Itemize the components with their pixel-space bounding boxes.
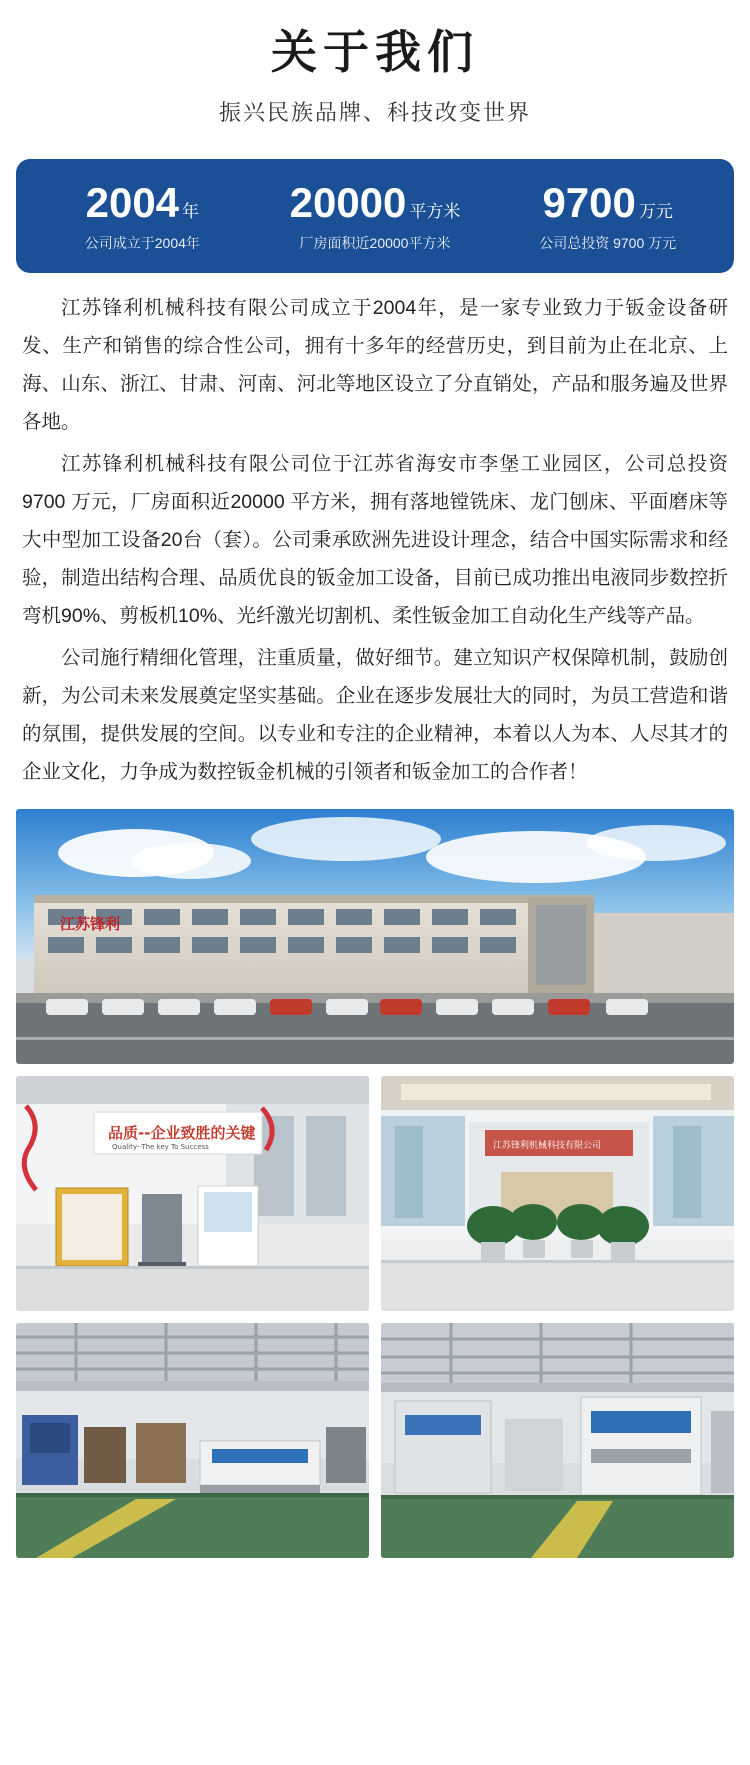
stat-value-row [30, 178, 255, 226]
photo-reception-hall [381, 1076, 734, 1311]
stats-band [16, 159, 734, 273]
stat-number: 9700 [542, 178, 636, 226]
stat-caption: 厂房面积近20000平方米 [299, 234, 451, 251]
stat-unit: 平方米 [409, 201, 461, 221]
workshop-shearing-illustration [16, 1323, 369, 1558]
photo-grid [16, 1076, 734, 1558]
paragraph-2: 江苏锋利机械科技有限公司位于江苏省海安市李堡工业园区，公司总投资 9700 万元，厂房面积近20000 平方米，拥有落地镗铣床、龙门刨床、平面磨床等大中型加工设备20台（套）。公司秉承欧洲先进设计理念，结合中国实际需求和经验，制造出结构合理、品质优良的钣金加工设备，目前已成功推出电液同步数控折弯机90%、剪板机10%、光纤激光切割机、柔性钣金加工自动化生产线等产品。 [22, 452, 728, 627]
stat-caption: 公司成立于2004年 [84, 234, 200, 251]
photo-lobby-quality-banner [16, 1076, 369, 1311]
paragraph-1: 江苏锋利机械科技有限公司成立于2004年，是一家专业致力于钣金设备研发、生产和销售的综合性公司，拥有十多年的经营历史，到目前为止在北京、上海、山东、浙江、甘肃、河南、河北等地区设立了分直销处，产品和服务遍及世界各地。 [22, 296, 728, 433]
stat-number: 2004 [85, 178, 180, 226]
banner-subtext: Quality--The key To Success [112, 1142, 209, 1151]
lobby-illustration [16, 1076, 369, 1311]
stat-value-row [263, 178, 488, 226]
stat-factory-area [259, 178, 492, 253]
stat-total-investment [491, 178, 724, 253]
photo-workshop-shearing-machines [16, 1323, 369, 1558]
building-exterior-illustration [16, 809, 734, 1064]
photo-gallery [0, 795, 750, 1558]
page-header [0, 0, 750, 137]
reception-illustration [381, 1076, 734, 1311]
stat-value-row [495, 178, 720, 226]
stat-number: 20000 [289, 178, 407, 226]
page-subtitle: 振兴民族品牌、科技改变世界 [218, 99, 531, 125]
workshop-bending-illustration [381, 1323, 734, 1558]
stat-founded-year [26, 178, 259, 253]
banner-text: 品质--企业致胜的关键 [108, 1123, 256, 1142]
photo-company-building-exterior [16, 809, 734, 1064]
stat-unit: 万元 [638, 201, 673, 221]
stat-unit: 年 [182, 201, 200, 221]
page-title: 关于我们 [271, 26, 479, 78]
building-sign-text: 江苏锋利 [60, 914, 121, 933]
stat-caption: 公司总投资 9700 万元 [539, 234, 677, 251]
company-description [0, 273, 750, 791]
paragraph-3: 公司施行精细化管理，注重质量，做好细节。建立知识产权保障机制，鼓励创新，为公司未来发展奠定坚实基础。企业在逐步发展壮大的同时，为员工营造和谐的氛围，提供发展的空间。以专业和专注的企业精神，本着以人为本、人尽其才的企业文化，力争成为数控钣金机械的引领者和钣金加工的合作者！ [22, 646, 728, 783]
photo-workshop-bending-machines [381, 1323, 734, 1558]
reception-sign-text: 江苏锋利机械科技有限公司 [493, 1140, 602, 1151]
